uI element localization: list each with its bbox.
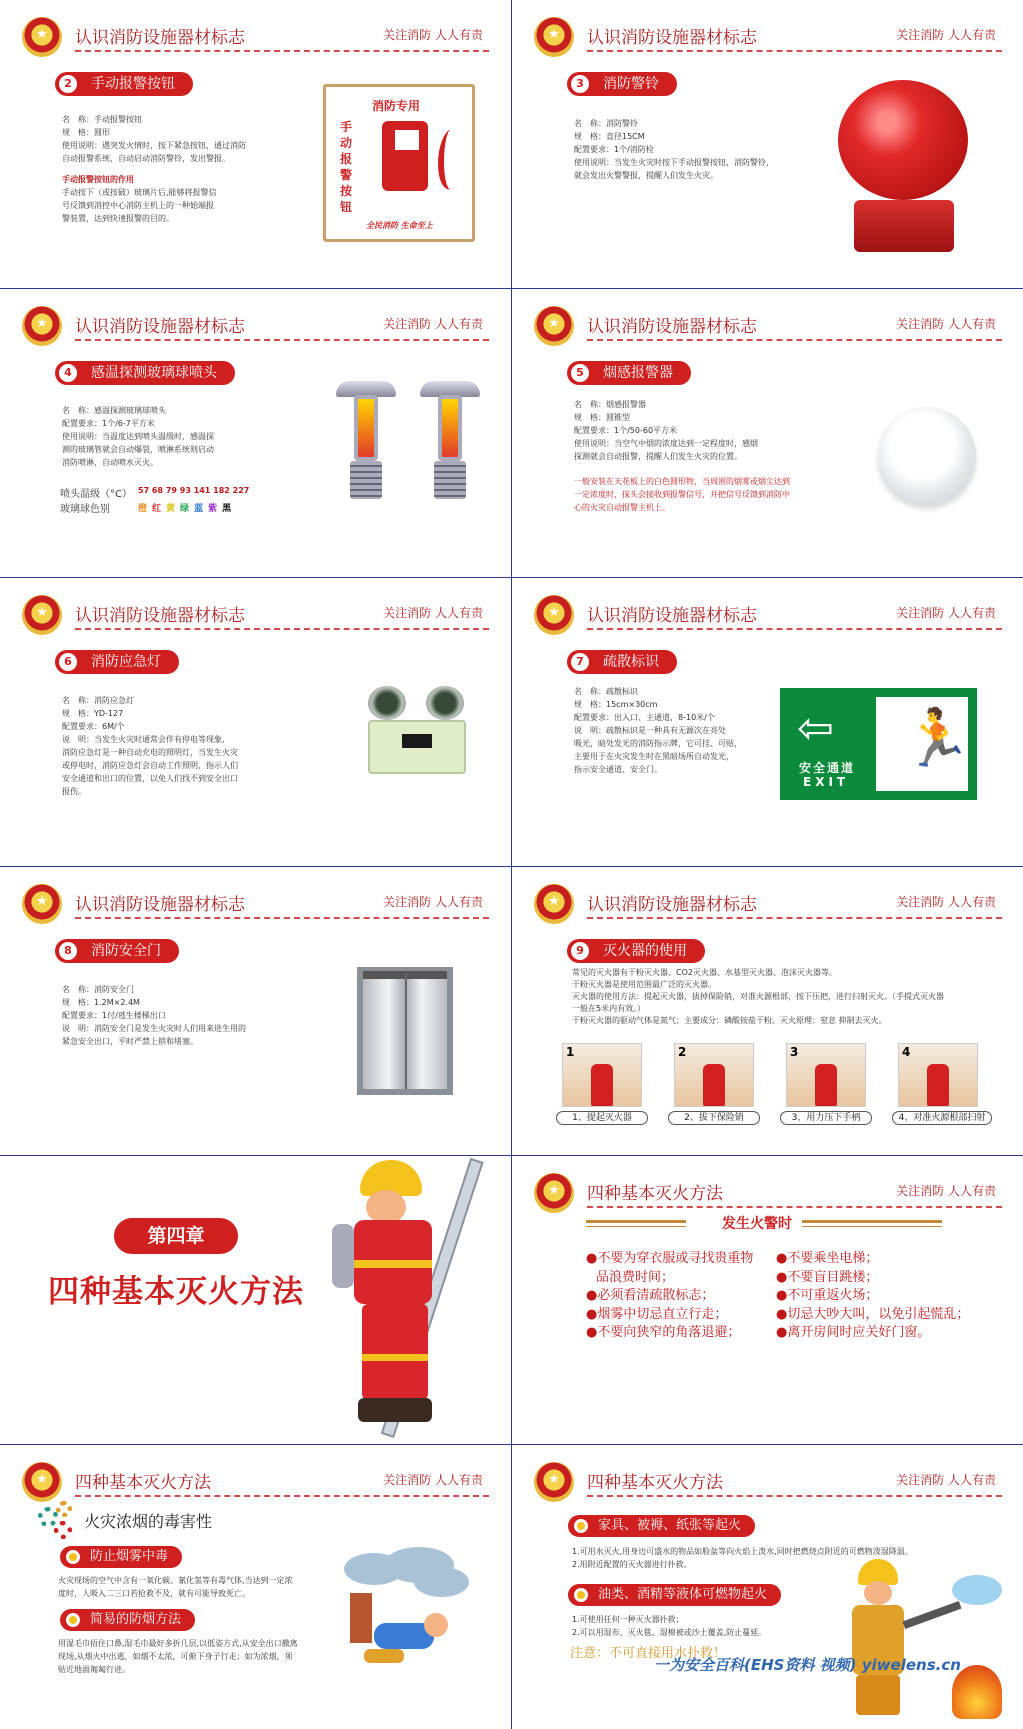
para-block: 火灾现场的空气中含有一氧化碳、氰化氢等有毒气体,当达到一定浓 度时，人吸入二三口若抢救不及，就有可能导致死亡。 (58, 1576, 293, 1598)
info-line: 名 称：烟感报警器 (574, 400, 646, 409)
info-line: 名 称：感温探测玻璃球喷头 (62, 406, 166, 415)
info-line: 安全通道和出口的位置，以免人们找不到安全出口 (62, 774, 238, 783)
sign-top-text: 消防专用 (372, 99, 421, 113)
bullet-dot-icon (66, 1550, 80, 1564)
fire-emblem-icon (534, 595, 574, 635)
info-block (62, 694, 262, 798)
gear-icon (56, 1501, 72, 1517)
info-line: 手动按下（或按破）玻璃片后,能够将报警信 (62, 188, 217, 197)
info-block (574, 117, 814, 182)
slide-sprinkler (0, 289, 511, 577)
info-line: 干粉灭火器是使用范围最广泛的灭火器。 (572, 980, 716, 989)
section-pill (55, 72, 193, 96)
info-line: 规 格：圆锥型 (574, 413, 630, 422)
sign-side-text: 手动报警按钮 (340, 120, 353, 214)
section-label: 消防安全门 (91, 943, 161, 959)
extinguisher-steps (562, 1043, 1002, 1127)
info-line: 消防应急灯是一种自动充电的照明灯，当发生火灾 (62, 748, 238, 757)
info-line: 指示安全通道、安全门。 (574, 765, 662, 774)
slide-extinguisher (512, 867, 1023, 1155)
bullet-dot-icon (66, 1613, 80, 1627)
info-line: 消防喷淋，自动喷水灭火。 (62, 458, 158, 467)
slide-fire-bell (512, 0, 1023, 288)
slide-title: 认识消防设施器材标志 (587, 28, 757, 48)
info-block (574, 398, 804, 514)
left-arrow-icon: ⇦ (797, 703, 834, 754)
slide-title: 认识消防设施器材标志 (75, 895, 245, 915)
tip-item: ●必须看清疏散标志； (586, 1288, 715, 1303)
divider (587, 917, 1002, 919)
fire-emblem-icon (22, 595, 62, 635)
divider (587, 1495, 1002, 1497)
smoke-detector-image (878, 407, 976, 505)
info-line: 警装置，达到快速报警的目的。 (62, 214, 174, 223)
info-line: 规 格：直径15CM (574, 132, 645, 141)
info-red-line: 一定浓度时，探头会接收到报警信号，并把信号反馈到消防中 (574, 490, 790, 499)
fire-emblem-icon (22, 1462, 62, 1502)
section-number: 7 (571, 653, 589, 671)
info-block (62, 404, 272, 469)
section-pill (55, 650, 179, 674)
info-line: 配置要求：6M/个 (62, 722, 125, 731)
info-line: 名 称：消防应急灯 (62, 696, 134, 705)
section-label: 疏散标识 (603, 654, 659, 670)
info-line: 使用说明：当空气中烟的浓度达到一定程度时，感烟 (574, 439, 758, 448)
fire-emblem-icon (22, 884, 62, 924)
divider (75, 628, 489, 630)
step-image: 2 (674, 1043, 754, 1107)
info-line: 规 格：YD-127 (62, 709, 124, 718)
info-line: 灭火器的使用方法：提起灭火器，拔掉保险销，对准火源根部，按下压把，进行扫射灭火。（手提式灭火器 (572, 992, 944, 1001)
info-line: 配置要求：1个/6-7平方米 (62, 419, 155, 428)
section-pill (567, 361, 691, 385)
divider (587, 50, 1002, 52)
divider (75, 917, 489, 919)
step-label: 1、提起灭火器 (556, 1111, 648, 1125)
info-line: 使用说明：当温度达到喷头温级时，感温探 (62, 432, 214, 441)
info-line: 说 明：当发生火灾时通常会伴有停电等现象, (62, 735, 225, 744)
gear-icon (54, 1521, 72, 1539)
manual-alarm-sign-image (323, 84, 475, 242)
slide-title: 认识消防设施器材标志 (587, 317, 757, 337)
info-line: 配置要求：1个/50-60平方米 (574, 426, 678, 435)
slogan: 关注消防 人人有责 (383, 1473, 483, 1487)
info-line: 就会发出火警警报，提醒人们发生火灾。 (574, 171, 718, 180)
tip-item: ●不要向狭窄的角落退避； (586, 1325, 741, 1340)
hand-press-icon (382, 121, 428, 191)
color-label: 玻璃球色别 (60, 504, 110, 515)
heading-rule (802, 1220, 942, 1223)
para-block: 1.可使用任何一种灭火器扑救； 2.可以用湿布、灭火毯、湿棉被或沙土覆盖,防止蔓延。 (572, 1615, 767, 1637)
divider (587, 628, 1002, 630)
slide-manual-alarm (0, 0, 511, 288)
step-label: 3、用力压下手柄 (780, 1111, 872, 1125)
section-number: 9 (571, 942, 589, 960)
info-red-line: 一般安装在天花板上的白色圆形物，当周围的烟雾或烟尘达到 (574, 477, 790, 486)
section-pill (567, 939, 705, 963)
section-pill (55, 939, 179, 963)
section-label: 感温探测玻璃球喷头 (91, 365, 217, 381)
info-line: 号反馈到消控中心消防主机上的一种始端报 (62, 201, 214, 210)
temp-values: 57 68 79 93 141 182 227 (138, 486, 250, 495)
info-line: 报伤。 (62, 787, 86, 796)
info-line: 规 格：1.2M×2.4M (62, 998, 140, 1007)
info-line: 测的玻璃管就会自动爆裂，喷淋系统则启动 (62, 445, 214, 454)
heading-rule (586, 1226, 686, 1227)
section-label: 灭火器的使用 (603, 943, 687, 959)
exit-sign-image (780, 688, 977, 800)
section-number: 3 (571, 75, 589, 93)
info-line: 探测就会自动报警，提醒人们发生火灾的位置。 (574, 452, 742, 461)
section-label: 消防警铃 (603, 76, 659, 92)
slide-title: 四种基本灭火方法 (75, 1473, 211, 1493)
fire-bell-image (838, 80, 968, 200)
info-line: 配置要求：1付/逃生楼梯出口 (62, 1011, 166, 1020)
step-label: 4、对准火源根部扫射 (892, 1111, 992, 1125)
slide-evacuation-sign (512, 578, 1023, 866)
section-number: 8 (59, 942, 77, 960)
slide-title: 认识消防设施器材标志 (75, 606, 245, 626)
tip-item: ●不要乘坐电梯； (776, 1251, 879, 1266)
topic-pill: 家具、被褥、纸张等起火 (568, 1515, 755, 1537)
slide-emergency-light (0, 578, 511, 866)
section-pill (567, 650, 677, 674)
heading-rule (586, 1220, 686, 1223)
section-label: 消防应急灯 (91, 654, 161, 670)
exit-cn-text: 安全通道 (799, 761, 856, 775)
info-line: 配置要求：出入口、主通道，8-10米/个 (574, 713, 715, 722)
info-line: 一般在5米内有效。） (572, 1004, 646, 1013)
fire-emblem-icon (22, 306, 62, 346)
section-number: 4 (59, 364, 77, 382)
info-line: 名 称：消防警铃 (574, 119, 638, 128)
info-block (572, 967, 997, 1027)
slide-title: 四种基本灭火方法 (587, 1184, 723, 1204)
info-line: 或停电时，消防应急灯会自动工作照明，指示人们 (62, 761, 238, 770)
running-man-icon: 🏃 (902, 706, 972, 771)
divider (587, 339, 1002, 341)
info-line: 常见的灭火器有干粉灭火器、CO2灭火器、水基型灭火器、泡沫灭火器等。 (572, 968, 837, 977)
info-line: 规 格：圆形 (62, 128, 110, 137)
slide-smoke-detector (512, 289, 1023, 577)
info-line: 名 称：消防安全门 (62, 985, 134, 994)
tip-item: ●烟雾中切忌直立行走； (586, 1306, 728, 1322)
fire-bell-base (854, 200, 954, 252)
info-line: 自动报警系统，自动启动消防警铃，发出警报。 (62, 154, 230, 163)
info-line: 名 称：手动报警按钮 (62, 115, 142, 124)
fire-emblem-icon (534, 306, 574, 346)
info-line: 使用说明：当发生火灾时按下手动报警按钮，消防警铃， (574, 158, 774, 167)
slide-fire-alarm-tips (512, 1156, 1023, 1444)
slogan: 关注消防 人人有责 (383, 317, 483, 331)
slogan: 关注消防 人人有责 (896, 1184, 996, 1198)
exit-en-text: EXIT (803, 775, 850, 789)
info-line: 吸光，暗处发光的消防指示牌，它可挂、可贴， (574, 739, 742, 748)
divider (75, 50, 489, 52)
info-block (62, 983, 292, 1048)
step-image: 1 (562, 1043, 642, 1107)
sign-bottom-text: 全民消防 生命至上 (366, 221, 433, 230)
divider (75, 1495, 489, 1497)
color-yellow: 黄 (166, 504, 176, 514)
warning-note: 注意：不可直接用水扑救！ (570, 1646, 727, 1661)
divider (587, 1206, 1002, 1208)
fire-emblem-icon (22, 17, 62, 57)
slogan: 关注消防 人人有责 (383, 28, 483, 42)
slide-title: 认识消防设施器材标志 (587, 895, 757, 915)
tip-item: ●不可重返火场； (776, 1288, 879, 1303)
slogan: 关注消防 人人有责 (896, 1473, 996, 1487)
para-block: 1.可用水灭火,用身边可盛水的物品如脸盆等向火焰上泼水,同时把燃烧点附近的可燃物泼湿降温。 2.用附近配置的灭火器进行扑救。 (572, 1547, 913, 1569)
fire-emblem-icon (534, 884, 574, 924)
info-line: 紧急安全出口，平时严禁上锁和堵塞。 (62, 1037, 198, 1046)
bullet-dot-icon (574, 1588, 588, 1602)
fire-emblem-icon (534, 17, 574, 57)
info-line: 说 明：疏散标识是一种具有无源次在亮处 (574, 726, 726, 735)
section-number: 2 (59, 75, 77, 93)
topic-pill: 油类、酒精等液体可燃物起火 (568, 1584, 781, 1606)
slogan: 关注消防 人人有责 (383, 606, 483, 620)
info-red-line: 心的火灾自动报警主机上。 (574, 503, 670, 512)
tip-item: ●不要为穿衣服或寻找贵重物品浪费时间； (586, 1251, 754, 1285)
tip-item: ●切忌大吵大叫，以免引起慌乱； (776, 1306, 970, 1322)
slogan: 关注消防 人人有责 (896, 606, 996, 620)
firefighter-illustration (340, 1160, 510, 1440)
bullet-dot-icon (574, 1519, 588, 1533)
slogan: 关注消防 人人有责 (896, 317, 996, 331)
slide-title: 认识消防设施器材标志 (75, 28, 245, 48)
color-black: 黑 (222, 504, 232, 514)
slogan: 关注消防 人人有责 (383, 895, 483, 909)
step-image: 3 (786, 1043, 866, 1107)
chapter-title: 四种基本灭火方法 (48, 1274, 304, 1310)
toxicity-heading: 火灾浓烟的毒害性 (84, 1512, 213, 1531)
section-label: 手动报警按钮 (91, 76, 175, 92)
heading-rule (802, 1226, 942, 1227)
topic-pill: 防止烟雾中毒 (60, 1546, 182, 1568)
section-pill (55, 361, 235, 385)
slogan: 关注消防 人人有责 (896, 895, 996, 909)
section-number: 5 (571, 364, 589, 382)
slide-title: 认识消防设施器材标志 (587, 606, 757, 626)
step-image: 4 (898, 1043, 978, 1107)
section-label: 烟感报警器 (603, 365, 673, 381)
color-orange: 橙 (138, 504, 148, 514)
watermark: 一为安全百科(EHS资料 视频) yiwelens.cn (654, 1656, 961, 1674)
firefighter-hose-illustration (832, 1555, 1012, 1725)
info-line: 规 格：15cm×30cm (574, 700, 658, 709)
slide-title: 认识消防设施器材标志 (75, 317, 245, 337)
step-label: 2、拔下保险销 (668, 1111, 760, 1125)
info-line: 主要用于在火灾发生时在黑暗场所自动发光， (574, 752, 734, 761)
fire-emblem-icon (534, 1462, 574, 1502)
chapter-badge: 第四章 (114, 1218, 238, 1254)
color-blue: 蓝 (194, 504, 204, 514)
info-line: 使用说明：遇突发火情时，按下紧急按钮，通过消防 (62, 141, 246, 150)
divider (75, 339, 489, 341)
color-purple: 紫 (208, 504, 218, 514)
color-red: 红 (152, 504, 162, 514)
sprinkler-image (420, 381, 480, 501)
para-block: 用湿毛巾捂住口鼻,湿毛巾最好多折几层,以低姿方式,从安全出口撤离 现场,从烟火中出逃，如烟不太浓，可俯下身子行走；如为浓烟，须 贴近地面匍匐行进。 (58, 1639, 298, 1674)
fire-door-image (357, 967, 453, 1095)
smoke-escape-illustration (344, 1553, 469, 1673)
info-line: 配置要求：1个/消防栓 (574, 145, 654, 154)
info-line: 说 明：消防安全门是发生火灾时人们用来进生用的 (62, 1024, 246, 1033)
fire-emblem-icon (534, 1173, 574, 1213)
tip-item: ●不要盲目跳楼； (776, 1269, 879, 1285)
tip-item: ●离开房间时应关好门窗。 (776, 1325, 931, 1340)
temp-label: 喷头温级（°C） (60, 489, 132, 500)
tips-left-list (586, 1250, 766, 1343)
section-number: 6 (59, 653, 77, 671)
info-line: 干粉灭火器的驱动气体是氮气；主要成分：磷酸铵盐干粉。灭火原理：窒息 抑制去灭火。 (572, 1016, 887, 1025)
slide-fire-door (0, 867, 511, 1155)
emergency-light-image (362, 686, 472, 776)
info-subheading: 手动报警按钮的作用 (62, 175, 134, 184)
flame-icon (438, 124, 464, 193)
tips-right-list (776, 1250, 976, 1343)
alarm-heading: 发生火警时 (722, 1216, 792, 1232)
info-line: 名 称：疏散标识 (574, 687, 638, 696)
topic-pill: 简易的防烟方法 (60, 1609, 195, 1631)
section-pill (567, 72, 677, 96)
sprinkler-image (336, 381, 396, 501)
slide-extinguish-methods (512, 1445, 1023, 1729)
slide-smoke-toxicity (0, 1445, 511, 1729)
info-block (574, 685, 764, 776)
glass-colors (138, 501, 231, 514)
slide-title: 四种基本灭火方法 (587, 1473, 723, 1493)
slide-chapter-four (0, 1156, 511, 1444)
slogan: 关注消防 人人有责 (896, 28, 996, 42)
info-block (62, 113, 272, 225)
color-green: 绿 (180, 504, 190, 514)
